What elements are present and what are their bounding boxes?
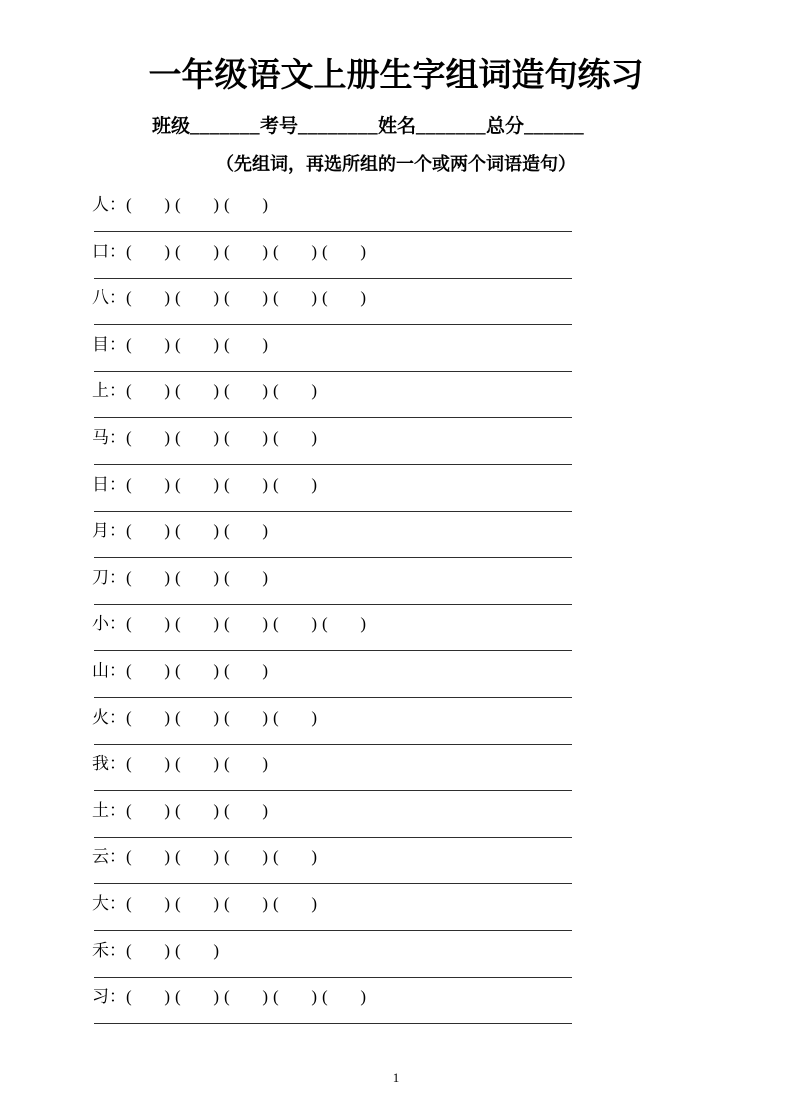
paren-open: ( <box>175 288 181 308</box>
paren-open: ( <box>224 334 230 354</box>
paren-open: ( <box>273 614 279 634</box>
sentence-answer-line <box>94 930 572 931</box>
practice-row <box>92 429 574 476</box>
info-field-4 <box>486 113 584 140</box>
paren-open: ( <box>273 427 279 447</box>
row-character: 山： <box>92 660 126 680</box>
paren-open: ( <box>224 847 230 867</box>
paren-open: ( <box>224 195 230 214</box>
row-character: 上： <box>92 381 126 401</box>
paren-close: ) <box>164 521 170 541</box>
paren-open: ( <box>224 707 230 727</box>
paren-open: ( <box>322 987 328 1007</box>
paren-open: ( <box>224 241 230 261</box>
row-text <box>92 942 224 960</box>
blank-parentheses <box>126 243 170 261</box>
blank-parentheses <box>175 243 219 261</box>
paren-close: ) <box>213 614 219 634</box>
sentence-answer-line <box>94 278 572 279</box>
paren-close: ) <box>164 381 170 401</box>
blank-parentheses <box>126 382 170 400</box>
paren-close: ) <box>213 195 219 214</box>
info-field-blank: _______ <box>190 116 261 137</box>
blank-parentheses <box>224 382 268 400</box>
paren-close: ) <box>311 987 317 1007</box>
blank-parentheses <box>273 615 317 633</box>
blank-parentheses <box>273 709 317 727</box>
paren-close: ) <box>213 754 219 774</box>
blank-parentheses <box>224 709 268 727</box>
paren-open: ( <box>224 427 230 447</box>
blank-parentheses <box>322 243 366 261</box>
blank-parentheses <box>224 243 268 261</box>
blank-parentheses <box>273 382 317 400</box>
blank-parentheses <box>126 802 170 820</box>
sentence-answer-line <box>94 511 572 512</box>
paren-close: ) <box>311 893 317 913</box>
paren-open: ( <box>224 987 230 1007</box>
info-field-3 <box>378 113 486 140</box>
paren-close: ) <box>262 521 268 541</box>
paren-open: ( <box>224 614 230 634</box>
paren-open: ( <box>322 614 328 634</box>
sentence-answer-line <box>94 883 572 884</box>
paren-close: ) <box>262 614 268 634</box>
paren-open: ( <box>126 800 132 820</box>
blank-parentheses <box>322 289 366 307</box>
paren-open: ( <box>273 893 279 913</box>
paren-close: ) <box>262 800 268 820</box>
paren-close: ) <box>164 614 170 634</box>
blank-parentheses <box>175 755 219 773</box>
row-character: 月： <box>92 521 126 541</box>
row-text <box>92 569 273 587</box>
paren-close: ) <box>213 521 219 541</box>
blank-parentheses <box>126 289 170 307</box>
paren-close: ) <box>164 940 170 960</box>
row-text <box>92 336 273 354</box>
row-text <box>92 848 322 866</box>
paren-open: ( <box>126 241 132 261</box>
paren-close: ) <box>311 614 317 634</box>
paren-open: ( <box>273 987 279 1007</box>
blank-parentheses <box>224 988 268 1006</box>
paren-close: ) <box>311 241 317 261</box>
paren-open: ( <box>126 754 132 774</box>
row-text <box>92 615 371 633</box>
sentence-answer-line <box>94 977 572 978</box>
blank-parentheses <box>175 848 219 866</box>
practice-row <box>92 382 574 429</box>
row-text <box>92 895 322 913</box>
sentence-answer-line <box>94 790 572 791</box>
paren-close: ) <box>213 474 219 494</box>
paren-open: ( <box>126 474 132 494</box>
paren-close: ) <box>262 427 268 447</box>
paren-open: ( <box>224 800 230 820</box>
row-character: 我： <box>92 754 126 774</box>
blank-parentheses <box>126 755 170 773</box>
paren-open: ( <box>224 660 230 680</box>
row-character: 马： <box>92 427 126 447</box>
paren-close: ) <box>213 987 219 1007</box>
paren-close: ) <box>311 427 317 447</box>
paren-open: ( <box>322 241 328 261</box>
sentence-answer-line <box>94 557 572 558</box>
paren-open: ( <box>126 288 132 308</box>
blank-parentheses <box>224 476 268 494</box>
paren-close: ) <box>164 707 170 727</box>
sentence-answer-line <box>94 417 572 418</box>
row-character: 刀： <box>92 567 126 587</box>
row-text <box>92 382 322 400</box>
blank-parentheses <box>224 615 268 633</box>
row-character: 八： <box>92 288 126 308</box>
paren-close: ) <box>164 288 170 308</box>
row-character: 火： <box>92 707 126 727</box>
paren-open: ( <box>126 381 132 401</box>
paren-open: ( <box>224 567 230 587</box>
blank-parentheses <box>322 615 366 633</box>
paren-open: ( <box>273 707 279 727</box>
blank-parentheses <box>224 429 268 447</box>
practice-row <box>92 942 574 989</box>
blank-parentheses <box>126 942 170 960</box>
page-number: 1 <box>392 1070 400 1085</box>
blank-parentheses <box>126 988 170 1006</box>
paren-close: ) <box>262 893 268 913</box>
paren-close: ) <box>262 288 268 308</box>
practice-row <box>92 336 574 383</box>
paren-close: ) <box>164 567 170 587</box>
paren-open: ( <box>126 521 132 541</box>
paren-open: ( <box>126 893 132 913</box>
paren-close: ) <box>311 288 317 308</box>
blank-parentheses <box>175 709 219 727</box>
paren-open: ( <box>126 660 132 680</box>
row-character: 习： <box>92 987 126 1007</box>
paren-close: ) <box>164 754 170 774</box>
paren-open: ( <box>175 381 181 401</box>
practice-row <box>92 243 574 290</box>
row-character: 口： <box>92 241 126 261</box>
paren-close: ) <box>262 241 268 261</box>
paren-close: ) <box>360 987 366 1007</box>
blank-parentheses <box>175 569 219 587</box>
blank-parentheses <box>126 615 170 633</box>
paren-open: ( <box>175 754 181 774</box>
info-field-blank: ______ <box>524 116 585 137</box>
sentence-answer-line <box>94 231 572 232</box>
info-field-blank: ________ <box>298 116 379 137</box>
paren-open: ( <box>224 381 230 401</box>
blank-parentheses <box>175 988 219 1006</box>
blank-parentheses <box>126 476 170 494</box>
paren-close: ) <box>262 195 268 214</box>
practice-row <box>92 848 574 895</box>
row-text <box>92 709 322 727</box>
paren-open: ( <box>175 940 181 960</box>
paren-open: ( <box>126 427 132 447</box>
info-field-blank: _______ <box>416 116 487 137</box>
blank-parentheses <box>126 848 170 866</box>
paren-open: ( <box>126 707 132 727</box>
paren-open: ( <box>175 334 181 354</box>
practice-row <box>92 709 574 756</box>
paren-open: ( <box>175 893 181 913</box>
row-text <box>92 522 273 540</box>
blank-parentheses <box>175 615 219 633</box>
paren-open: ( <box>175 847 181 867</box>
blank-parentheses <box>175 895 219 913</box>
info-field-2 <box>260 113 378 140</box>
paren-close: ) <box>164 334 170 354</box>
practice-row <box>92 196 574 243</box>
paren-close: ) <box>311 707 317 727</box>
paren-close: ) <box>213 800 219 820</box>
practice-row <box>92 988 574 1035</box>
blank-parentheses <box>224 802 268 820</box>
blank-parentheses <box>224 522 268 540</box>
paren-open: ( <box>273 241 279 261</box>
instruction-text: （先组词，再选所组的一个或两个词语造句） <box>216 154 576 174</box>
paren-open: ( <box>175 427 181 447</box>
paren-close: ) <box>262 474 268 494</box>
paren-close: ) <box>262 707 268 727</box>
paren-open: ( <box>126 614 132 634</box>
paren-open: ( <box>175 474 181 494</box>
blank-parentheses <box>126 662 170 680</box>
paren-close: ) <box>213 707 219 727</box>
paren-close: ) <box>164 847 170 867</box>
paren-close: ) <box>164 241 170 261</box>
paren-close: ) <box>311 474 317 494</box>
paren-close: ) <box>213 288 219 308</box>
paren-close: ) <box>262 381 268 401</box>
paren-close: ) <box>164 195 170 214</box>
blank-parentheses <box>322 988 366 1006</box>
paren-open: ( <box>126 334 132 354</box>
paren-close: ) <box>262 847 268 867</box>
sentence-answer-line <box>94 650 572 651</box>
info-field-label: 班级 <box>152 116 191 137</box>
info-field-label: 姓名 <box>378 116 417 137</box>
blank-parentheses <box>273 848 317 866</box>
blank-parentheses <box>273 895 317 913</box>
paren-open: ( <box>224 474 230 494</box>
sentence-answer-line <box>94 744 572 745</box>
paren-open: ( <box>224 754 230 774</box>
blank-parentheses <box>175 942 219 960</box>
row-text <box>92 196 273 214</box>
paren-open: ( <box>175 660 181 680</box>
sentence-answer-line <box>94 464 572 465</box>
paren-open: ( <box>175 614 181 634</box>
paren-open: ( <box>224 521 230 541</box>
practice-row <box>92 476 574 523</box>
sentence-answer-line <box>94 604 572 605</box>
blank-parentheses <box>224 336 268 354</box>
paren-close: ) <box>164 660 170 680</box>
info-field-label: 考号 <box>260 116 299 137</box>
paren-close: ) <box>213 940 219 960</box>
blank-parentheses <box>273 243 317 261</box>
blank-parentheses <box>175 336 219 354</box>
practice-row <box>92 802 574 849</box>
blank-parentheses <box>175 289 219 307</box>
row-text <box>92 755 273 773</box>
practice-rows <box>92 196 574 1035</box>
paren-close: ) <box>164 893 170 913</box>
blank-parentheses <box>175 429 219 447</box>
paren-close: ) <box>262 334 268 354</box>
paren-open: ( <box>126 847 132 867</box>
paren-open: ( <box>175 987 181 1007</box>
paren-close: ) <box>213 567 219 587</box>
paren-open: ( <box>175 707 181 727</box>
blank-parentheses <box>175 522 219 540</box>
practice-row <box>92 289 574 336</box>
sentence-answer-line <box>94 371 572 372</box>
blank-parentheses <box>273 429 317 447</box>
paren-close: ) <box>164 474 170 494</box>
blank-parentheses <box>175 476 219 494</box>
paren-close: ) <box>164 987 170 1007</box>
paren-close: ) <box>213 847 219 867</box>
blank-parentheses <box>175 196 219 214</box>
paren-close: ) <box>213 334 219 354</box>
paren-open: ( <box>126 195 132 214</box>
page-title: 一年级语文上册生字组词造句练习 <box>148 56 644 93</box>
row-text <box>92 476 322 494</box>
blank-parentheses <box>126 569 170 587</box>
paren-close: ) <box>262 567 268 587</box>
paren-close: ) <box>311 381 317 401</box>
paren-open: ( <box>224 893 230 913</box>
row-character: 土： <box>92 800 126 820</box>
blank-parentheses <box>224 895 268 913</box>
paren-close: ) <box>262 754 268 774</box>
paren-open: ( <box>322 288 328 308</box>
blank-parentheses <box>126 336 170 354</box>
row-text <box>92 662 273 680</box>
paren-open: ( <box>224 288 230 308</box>
blank-parentheses <box>126 522 170 540</box>
info-line <box>152 113 584 140</box>
paren-close: ) <box>262 660 268 680</box>
blank-parentheses <box>126 196 170 214</box>
paren-close: ) <box>213 427 219 447</box>
paren-open: ( <box>273 474 279 494</box>
paren-close: ) <box>311 847 317 867</box>
info-field-1 <box>152 113 260 140</box>
practice-row <box>92 895 574 942</box>
row-text <box>92 988 371 1006</box>
paren-open: ( <box>273 847 279 867</box>
paren-close: ) <box>360 614 366 634</box>
paren-open: ( <box>175 800 181 820</box>
paren-open: ( <box>273 381 279 401</box>
practice-row <box>92 522 574 569</box>
practice-row <box>92 615 574 662</box>
paren-close: ) <box>360 288 366 308</box>
blank-parentheses <box>126 895 170 913</box>
paren-close: ) <box>213 660 219 680</box>
paren-open: ( <box>126 940 132 960</box>
blank-parentheses <box>224 196 268 214</box>
paren-open: ( <box>175 567 181 587</box>
sentence-answer-line <box>94 697 572 698</box>
paren-open: ( <box>175 241 181 261</box>
blank-parentheses <box>175 662 219 680</box>
row-character: 大： <box>92 893 126 913</box>
paren-close: ) <box>213 241 219 261</box>
row-character: 云： <box>92 847 126 867</box>
sentence-answer-line <box>94 837 572 838</box>
practice-row <box>92 755 574 802</box>
blank-parentheses <box>224 289 268 307</box>
paren-close: ) <box>213 893 219 913</box>
paren-open: ( <box>175 195 181 214</box>
blank-parentheses <box>175 802 219 820</box>
row-text <box>92 289 371 307</box>
blank-parentheses <box>224 569 268 587</box>
blank-parentheses <box>273 289 317 307</box>
practice-row <box>92 569 574 616</box>
blank-parentheses <box>126 429 170 447</box>
row-character: 小： <box>92 614 126 634</box>
paren-open: ( <box>126 567 132 587</box>
row-text <box>92 429 322 447</box>
row-character: 人： <box>92 195 126 214</box>
paren-close: ) <box>164 800 170 820</box>
practice-row <box>92 662 574 709</box>
paren-close: ) <box>164 427 170 447</box>
blank-parentheses <box>224 662 268 680</box>
blank-parentheses <box>224 755 268 773</box>
sentence-answer-line <box>94 324 572 325</box>
row-text <box>92 243 371 261</box>
blank-parentheses <box>175 382 219 400</box>
row-text <box>92 802 273 820</box>
row-character: 目： <box>92 334 126 354</box>
paren-close: ) <box>262 987 268 1007</box>
blank-parentheses <box>273 988 317 1006</box>
sentence-answer-line <box>94 1023 572 1024</box>
paren-open: ( <box>273 288 279 308</box>
info-field-label: 总分 <box>486 116 525 137</box>
paren-open: ( <box>126 987 132 1007</box>
row-character: 日： <box>92 474 126 494</box>
paren-open: ( <box>175 521 181 541</box>
blank-parentheses <box>224 848 268 866</box>
paren-close: ) <box>360 241 366 261</box>
blank-parentheses <box>273 476 317 494</box>
row-character: 禾： <box>92 940 126 960</box>
blank-parentheses <box>126 709 170 727</box>
paren-close: ) <box>213 381 219 401</box>
